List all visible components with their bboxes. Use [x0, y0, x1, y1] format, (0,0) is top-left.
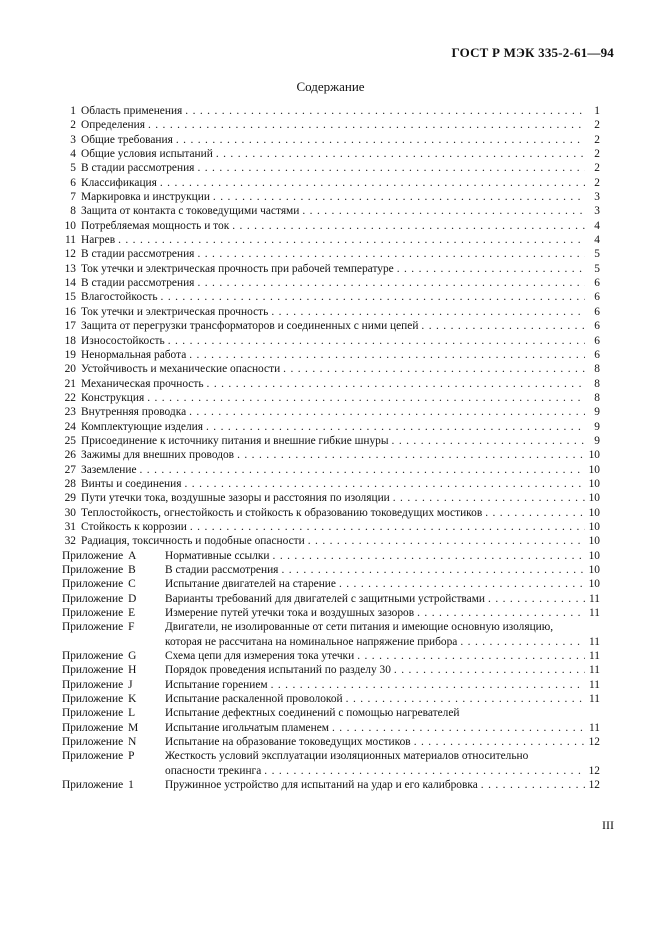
appendix-prefix	[62, 577, 165, 591]
dot-leader	[118, 233, 585, 247]
appendix-page: 11	[589, 721, 600, 734]
appendix-page: 11	[589, 650, 600, 663]
appendix-title: Порядок проведения испытаний по разделу 30	[165, 664, 391, 677]
page-title: Содержание	[296, 79, 365, 94]
section-page: 5	[594, 262, 600, 275]
section-title: Механическая прочность	[81, 377, 204, 390]
toc-section-row[interactable]	[62, 348, 600, 362]
section-title: Защита от контакта с токоведущими частями	[81, 205, 300, 218]
section-title: В стадии рассмотрения	[81, 248, 195, 261]
dot-leader	[213, 190, 585, 204]
section-page: 4	[594, 219, 600, 232]
toc-section-row[interactable]	[62, 104, 600, 118]
dot-leader	[357, 649, 585, 663]
appendix-prefix	[62, 735, 165, 749]
section-title: Общие условия испытаний	[81, 148, 213, 161]
appendix-page: 11	[589, 635, 600, 648]
dot-leader	[168, 334, 585, 348]
appendix-word: Приложение	[62, 592, 124, 605]
toc-section-row[interactable]	[62, 534, 600, 548]
appendix-word: Приложение	[62, 750, 124, 763]
appendix-prefix	[62, 649, 165, 663]
toc-section-row[interactable]	[62, 405, 600, 419]
section-page: 9	[594, 420, 600, 433]
section-number: 30	[64, 506, 76, 519]
dot-leader	[488, 592, 585, 606]
dot-leader	[481, 778, 585, 792]
section-number: 13	[64, 262, 76, 275]
section-number: 26	[64, 449, 76, 462]
section-title: Потребляемая мощность и ток	[81, 219, 230, 232]
appendix-word: Приложение	[62, 736, 124, 749]
section-title: В стадии рассмотрения	[81, 277, 195, 290]
section-page: 6	[594, 277, 600, 290]
dot-leader	[147, 391, 585, 405]
section-title: Область применения	[81, 105, 183, 117]
dot-leader	[414, 735, 585, 749]
appendix-title: опасности трекинга	[165, 764, 262, 777]
section-page: 2	[594, 148, 600, 161]
appendix-letter: N	[128, 736, 137, 749]
dot-leader	[197, 247, 585, 261]
dot-leader	[339, 577, 585, 591]
section-title: Ненормальная работа	[81, 348, 187, 361]
section-title: Конструкция	[81, 391, 145, 404]
appendix-word: Приложение	[62, 693, 124, 706]
appendix-title: Испытание на образование токоведущих мостиков	[165, 736, 411, 749]
appendix-letter: F	[128, 621, 135, 634]
toc-appendix-row[interactable]	[62, 563, 600, 577]
section-page: 10	[588, 477, 600, 490]
appendix-prefix	[62, 692, 165, 706]
section-page: 9	[594, 434, 600, 447]
appendix-title: Испытание раскаленной проволокой	[165, 693, 343, 706]
appendix-word: Приложение	[62, 578, 124, 591]
toc-appendix-row[interactable]	[62, 721, 600, 735]
appendix-word: Приложение	[62, 621, 124, 634]
appendix-letter: C	[128, 578, 136, 591]
appendix-title: Испытание дефектных соединений с помощью нагревателей	[165, 707, 460, 720]
toc-section-row[interactable]	[62, 362, 600, 376]
section-number: 21	[64, 377, 76, 390]
toc-section-row[interactable]	[62, 133, 600, 147]
section-page: 2	[594, 162, 600, 175]
section-title: Присоединение к источнику питания и внешние гибкие шнуры	[81, 434, 389, 447]
appendix-page: 12	[588, 736, 600, 749]
section-number: 2	[70, 119, 76, 132]
dot-leader	[216, 147, 585, 161]
section-title: В стадии рассмотрения	[81, 162, 195, 175]
section-number: 5	[70, 162, 76, 175]
toc-section-row[interactable]	[62, 290, 600, 304]
section-page: 4	[594, 234, 600, 247]
toc-appendix-row-continued[interactable]	[62, 635, 600, 649]
appendix-prefix	[62, 721, 165, 735]
toc-section-row[interactable]	[62, 434, 600, 448]
dot-leader	[206, 420, 585, 434]
toc-section-row[interactable]	[62, 305, 600, 319]
document-header: ГОСТ Р МЭК 335-2-61—94	[451, 45, 614, 60]
appendix-prefix	[62, 606, 165, 620]
dot-leader	[271, 678, 585, 692]
appendix-word: Приложение	[62, 549, 124, 562]
section-title: Теплостойкость, огнестойкость и стойкость к образованию токоведущих мостиков	[81, 506, 483, 519]
dot-leader	[460, 635, 585, 649]
appendix-title: Измерение путей утечки тока и воздушных зазоров	[165, 607, 415, 620]
appendix-page: 12	[588, 764, 600, 777]
appendix-word: Приложение	[62, 664, 124, 677]
section-number: 31	[64, 520, 76, 533]
appendix-prefix	[62, 678, 165, 692]
toc-section-row[interactable]	[62, 147, 600, 161]
appendix-letter: K	[128, 693, 137, 706]
section-page: 6	[594, 305, 600, 318]
dot-leader	[308, 534, 585, 548]
section-title: Радиация, токсичность и подобные опасности	[81, 535, 305, 548]
section-number: 19	[64, 348, 76, 361]
section-number: 22	[64, 391, 76, 404]
toc-section-row[interactable]	[62, 161, 600, 175]
section-number: 12	[64, 248, 76, 261]
dot-leader	[207, 377, 585, 391]
toc-appendix-row[interactable]	[62, 778, 600, 792]
dot-leader	[161, 290, 585, 304]
dot-leader	[148, 118, 585, 132]
toc-section-row[interactable]	[62, 247, 600, 261]
appendix-prefix	[62, 663, 165, 677]
dot-leader	[393, 491, 585, 505]
appendix-page: 11	[589, 678, 600, 691]
toc-section-row[interactable]	[62, 219, 600, 233]
section-title: Комплектующие изделия	[81, 420, 203, 433]
toc-section-row[interactable]	[62, 276, 600, 290]
section-page: 9	[594, 406, 600, 419]
dot-leader	[197, 276, 585, 290]
dot-leader	[264, 764, 585, 778]
appendix-letter: P	[128, 750, 135, 763]
appendix-word: Приложение	[62, 650, 124, 663]
appendix-letter: D	[128, 592, 137, 605]
appendix-letter: 1	[128, 779, 134, 792]
toc-section-row[interactable]	[62, 391, 600, 405]
appendix-page: 11	[589, 592, 600, 605]
toc-section-row[interactable]	[62, 233, 600, 247]
section-number: 14	[64, 277, 76, 290]
toc-appendix-row[interactable]	[62, 749, 600, 763]
appendix-prefix	[62, 778, 165, 792]
toc-section-row[interactable]	[62, 190, 600, 204]
appendix-prefix	[62, 749, 165, 763]
section-title: Защита от перегрузки трансформаторов и соединенных с ними цепей	[81, 320, 419, 333]
section-number: 1	[70, 105, 76, 117]
toc-appendix-row[interactable]	[62, 692, 600, 706]
appendix-title: Испытание двигателей на старение	[165, 578, 336, 591]
toc-section-row[interactable]	[62, 463, 600, 477]
appendix-word: Приложение	[62, 678, 124, 691]
section-title: Ток утечки и электрическая прочность при рабочей температуре	[81, 262, 394, 275]
appendix-prefix	[62, 563, 165, 577]
section-page: 8	[594, 363, 600, 376]
toc-appendix-row[interactable]	[62, 577, 600, 591]
appendix-word: Приложение	[62, 564, 124, 576]
section-title: Пути утечки тока, воздушные зазоры и расстояния по изоляции	[81, 492, 390, 505]
section-page: 6	[594, 334, 600, 347]
section-page: 6	[594, 348, 600, 361]
section-title: Нагрев	[81, 234, 116, 247]
section-title: Определения	[81, 119, 145, 132]
section-number: 23	[64, 406, 76, 419]
appendix-title: Испытание игольчатым пламенем	[165, 721, 329, 734]
section-number: 10	[64, 219, 76, 232]
appendix-page: 11	[589, 664, 600, 677]
section-title: Классификация	[81, 176, 157, 189]
dot-leader	[237, 448, 585, 462]
section-number: 7	[70, 191, 76, 204]
dot-leader	[189, 405, 585, 419]
dot-leader	[185, 104, 585, 118]
dot-leader	[184, 477, 585, 491]
toc-section-row[interactable]	[62, 334, 600, 348]
dot-leader	[190, 520, 585, 534]
section-page: 10	[588, 506, 600, 519]
appendix-letter: L	[128, 707, 136, 720]
section-page: 10	[588, 449, 600, 462]
dot-leader	[392, 434, 585, 448]
dot-leader	[346, 692, 585, 706]
toc-appendix-row[interactable]	[62, 592, 600, 606]
table-of-contents	[62, 104, 600, 793]
appendix-title: Схема цепи для измерения тока утечки	[165, 650, 355, 663]
appendix-page: 10	[588, 564, 600, 576]
appendix-title: Пружинное устройство для испытаний на удар и его калибровка	[165, 779, 478, 792]
section-number: 16	[64, 305, 76, 318]
section-title: Устойчивость и механические опасности	[81, 363, 281, 376]
dot-leader	[283, 362, 585, 376]
appendix-title: Жесткость условий эксплуатации изоляционных материалов относительно	[165, 750, 529, 763]
toc-appendix-row[interactable]	[62, 649, 600, 663]
toc-appendix-row[interactable]	[62, 678, 600, 692]
appendix-letter: M	[128, 721, 139, 734]
appendix-page: 11	[589, 693, 600, 706]
section-page: 5	[594, 248, 600, 261]
section-number: 18	[64, 334, 76, 347]
toc-section-row[interactable]	[62, 377, 600, 391]
toc-section-row[interactable]	[62, 319, 600, 333]
toc-section-row[interactable]	[62, 477, 600, 491]
toc-appendix-row[interactable]	[62, 620, 600, 634]
dot-leader	[417, 606, 585, 620]
appendix-title: Двигатели, не изолированные от сети питания и имеющие основную изоляцию,	[165, 621, 554, 634]
toc-appendix-row[interactable]	[62, 549, 600, 563]
section-title: Общие требования	[81, 133, 173, 146]
page-number: III	[602, 818, 614, 832]
section-number: 29	[64, 492, 76, 505]
section-number: 8	[70, 205, 76, 218]
appendix-title: Испытание горением	[165, 678, 268, 691]
toc-section-row[interactable]	[62, 420, 600, 434]
section-title: Износостойкость	[81, 334, 165, 347]
appendix-word: Приложение	[62, 721, 124, 734]
section-number: 25	[64, 434, 76, 447]
section-page: 3	[594, 205, 600, 218]
appendix-word: Приложение	[62, 607, 124, 620]
section-number: 11	[65, 234, 76, 247]
dot-leader	[281, 563, 585, 577]
section-number: 20	[64, 363, 76, 376]
section-page: 2	[594, 176, 600, 189]
toc-appendix-row-continued[interactable]	[62, 764, 600, 778]
appendix-prefix	[62, 620, 165, 634]
section-page: 10	[588, 520, 600, 533]
appendix-letter: A	[128, 549, 137, 562]
dot-leader	[140, 463, 585, 477]
section-title: Стойкость к коррозии	[81, 520, 187, 533]
section-page: 3	[594, 191, 600, 204]
toc-appendix-row[interactable]	[62, 706, 600, 720]
appendix-page: 12	[588, 779, 600, 792]
dot-leader	[273, 549, 585, 563]
appendix-prefix	[62, 549, 165, 563]
appendix-page: 10	[588, 549, 600, 562]
section-title: Винты и соединения	[81, 477, 182, 490]
section-title: Ток утечки и электрическая прочность	[81, 305, 269, 318]
appendix-title: которая не рассчитана на номинальное напряжение прибора	[165, 635, 458, 648]
section-number: 6	[70, 176, 76, 189]
section-page: 10	[588, 535, 600, 548]
appendix-page: 11	[589, 607, 600, 620]
dot-leader	[271, 305, 585, 319]
toc-section-row[interactable]	[62, 520, 600, 534]
section-page: 6	[594, 320, 600, 333]
appendix-prefix	[62, 706, 165, 720]
section-page: 2	[594, 133, 600, 146]
appendix-title: Варианты требований для двигателей с защитными устройствами	[165, 592, 486, 605]
toc-section-row[interactable]	[62, 204, 600, 218]
appendix-letter: J	[128, 678, 133, 691]
dot-leader	[421, 319, 585, 333]
toc-appendix-row[interactable]	[62, 735, 600, 749]
dot-leader	[302, 204, 585, 218]
dot-leader	[394, 663, 585, 677]
dot-leader	[197, 161, 585, 175]
section-title: Влагостойкость	[81, 291, 158, 304]
appendix-letter: E	[128, 607, 136, 620]
dot-leader	[189, 348, 585, 362]
toc-section-row[interactable]	[62, 262, 600, 276]
section-number: 24	[64, 420, 76, 433]
toc-section-row[interactable]	[62, 448, 600, 462]
section-page: 8	[594, 391, 600, 404]
toc-appendix-row[interactable]	[62, 663, 600, 677]
appendix-title: Нормативные ссылки	[165, 549, 270, 562]
section-page: 1	[594, 105, 600, 117]
section-title: Заземление	[81, 463, 137, 476]
dot-leader	[332, 721, 585, 735]
section-number: 4	[70, 148, 76, 161]
dot-leader	[397, 262, 585, 276]
appendix-page: 10	[588, 578, 600, 591]
section-page: 6	[594, 291, 600, 304]
section-number: 15	[64, 291, 76, 304]
dot-leader	[160, 176, 585, 190]
section-page: 8	[594, 377, 600, 390]
section-number: 28	[64, 477, 76, 490]
section-number: 3	[70, 133, 76, 146]
toc-section-row[interactable]	[62, 176, 600, 190]
section-number: 27	[64, 463, 76, 476]
section-page: 10	[588, 463, 600, 476]
appendix-prefix	[62, 592, 165, 606]
appendix-letter: G	[128, 650, 137, 663]
section-page: 2	[594, 119, 600, 132]
section-number: 32	[64, 535, 76, 548]
appendix-word: Приложение	[62, 779, 124, 792]
section-title: Маркировка и инструкции	[81, 191, 210, 204]
dot-leader	[232, 219, 585, 233]
appendix-letter: H	[128, 664, 137, 677]
section-page: 10	[588, 492, 600, 505]
section-title: Внутренняя проводка	[81, 406, 187, 419]
section-number: 17	[64, 320, 76, 333]
dot-leader	[176, 133, 585, 147]
appendix-letter: B	[128, 564, 136, 576]
dot-leader	[485, 506, 585, 520]
appendix-title: В стадии рассмотрения	[165, 564, 279, 576]
toc-section-row[interactable]	[62, 506, 600, 520]
toc-section-row[interactable]	[62, 118, 600, 132]
toc-appendix-row[interactable]	[62, 606, 600, 620]
toc-section-row[interactable]	[62, 491, 600, 505]
appendix-word: Приложение	[62, 707, 124, 720]
section-title: Зажимы для внешних проводов	[81, 449, 235, 462]
